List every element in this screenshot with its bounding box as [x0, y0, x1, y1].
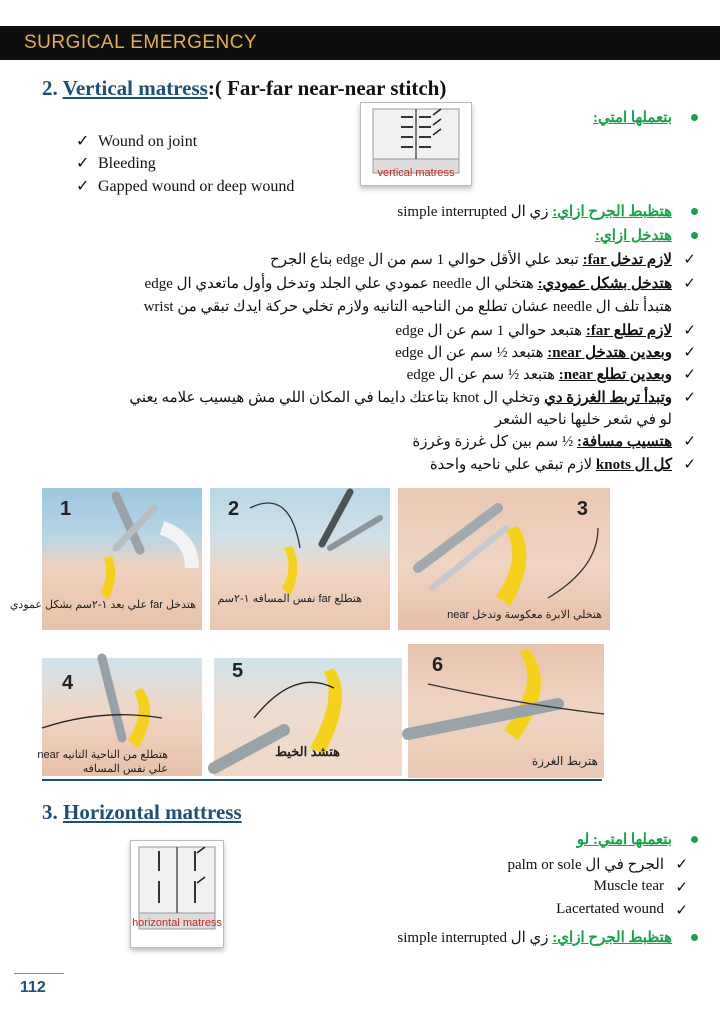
bullet-dot — [691, 208, 698, 215]
section-2-subtitle: :( Far-far near-near stitch) — [207, 76, 447, 100]
use-item-3: الجرح في ال palm or sole — [507, 857, 664, 873]
uses-heading: بتعملها امتي: — [592, 110, 672, 126]
bullet-dot — [691, 114, 698, 121]
section-3-heading — [42, 800, 242, 825]
section-3-number: 3. — [42, 800, 58, 824]
step-photo-6: 6 هتربط الغرزة — [408, 644, 604, 778]
section-3-title: Horizontal mattress — [63, 800, 242, 824]
step-item: هتسيب مسافة: ½ سم بين كل غرزة وغرزة — [412, 434, 672, 450]
step-photo-3: 3 هتخلي الابرة معكوسة وتدخل near — [398, 488, 610, 630]
section-2-number: 2. — [42, 76, 58, 100]
step-item-continued: هتبدأ تلف ال needle عشان تطلع من الناحيه التانيه ولازم تخلي حركة ايدك تبقي من wrist — [143, 299, 672, 315]
horizontal-mattress-illustration — [131, 841, 223, 947]
step-item: هتدخل بشكل عمودي: هتخلي ال needle عمودي علي الجلد وتدخل وأول ماتعدي ال edge — [144, 276, 672, 292]
uses-heading-3: بتعملها امتي: لو — [576, 832, 672, 848]
bullet-dot — [691, 232, 698, 239]
bullet-dot — [691, 934, 698, 941]
vertical-mattress-diagram — [360, 102, 472, 186]
adjust-line: هتظبط الجرح ازاي: زي ال simple interrupted — [397, 204, 672, 220]
step-photo-4: 4 هتطلع من الناحية التانيه near علي نفس المسافه — [42, 658, 202, 776]
use-item: ✓ Bleeding — [76, 155, 156, 172]
use-item: ✓ Wound on joint — [76, 133, 198, 150]
use-item: ✓ Gapped wound or deep wound — [76, 178, 295, 195]
step-item: وبعدين تطلع near: هتبعد ½ سم عن ال edge — [406, 367, 672, 383]
enter-heading: هتدخل ازاي: — [594, 228, 672, 244]
step-item: وبعدين هتدخل near: هتبعد ½ سم عن ال edge — [395, 345, 672, 361]
bullet-dot — [691, 836, 698, 843]
section-divider — [42, 779, 602, 781]
step-item: وتبدأ تربط الغرزة دي وتخلي ال knot بتاعتك دايما في المكان اللي مش هيسيب علامه يعني — [129, 390, 672, 406]
adjust-line-3: هتظبط الجرح ازاي: زي ال simple interrupted — [397, 930, 672, 946]
step-photo-5: 5 هتشد الخيط — [214, 658, 402, 776]
step-photo-1: 1 هتدخل far علي بعد ١-٢سم بشكل عمودي — [42, 488, 202, 630]
step-item: لازم تطلع far: هتبعد حوالي 1 سم عن ال edge — [395, 323, 672, 339]
step-item: لازم تدخل far: تبعد علي الأقل حوالي 1 سم من ال edge بتاع الجرح — [270, 252, 672, 268]
step-item-continued: لو في شعر خليها ناحيه الشعر — [494, 412, 672, 428]
section-2-title: Vertical matress — [62, 76, 208, 100]
step-photo-2: 2 هتطلع far نفس المسافه ١-٢سم — [210, 488, 390, 630]
vertical-mattress-label: vertical matress — [377, 167, 455, 179]
horizontal-mattress-label: horizontal matress — [132, 917, 222, 929]
step-item: كل ال knots لازم تبقي علي ناحيه واحدة — [429, 457, 672, 473]
running-header-title: SURGICAL EMERGENCY — [24, 32, 258, 53]
use-item-3: Lacertated wound — [556, 901, 664, 917]
page-number: 112 — [20, 979, 46, 996]
use-item-3: Muscle tear — [593, 878, 664, 894]
page-number-rule — [14, 973, 64, 974]
running-header — [0, 26, 720, 60]
horizontal-mattress-diagram — [130, 840, 224, 948]
section-2-heading — [42, 76, 446, 101]
